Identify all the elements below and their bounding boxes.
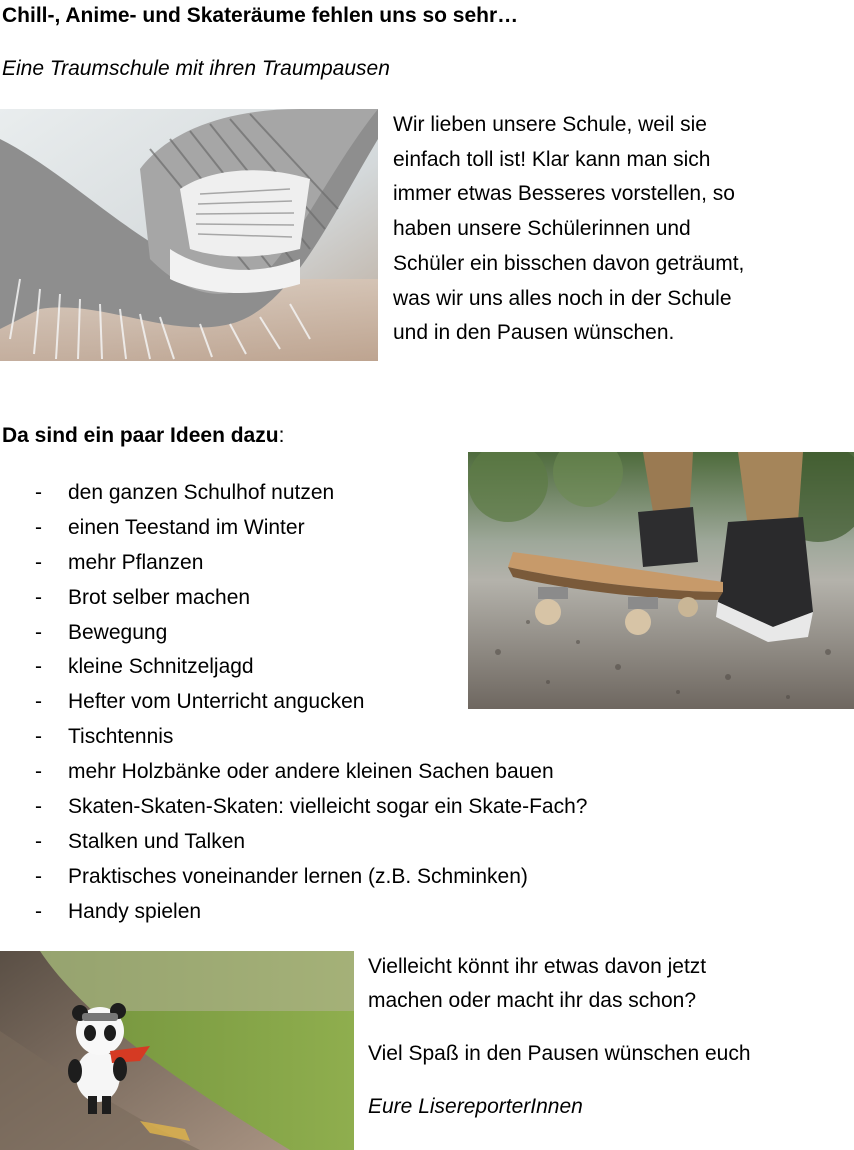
closing-line: machen oder macht ihr das schon? <box>368 989 697 1012</box>
list-item-text: Tischtennis <box>68 725 174 749</box>
intro-line: immer etwas Besseres vorstellen, so <box>393 182 735 206</box>
list-item-text: mehr Pflanzen <box>68 550 204 574</box>
signature: Eure LisereporterInnen <box>368 1095 583 1118</box>
list-item-text: Handy spielen <box>68 899 202 923</box>
intro-line: Schüler ein bisschen davon geträumt, <box>393 251 745 275</box>
list-marker: - <box>35 690 42 714</box>
list-marker: - <box>35 725 42 749</box>
skateboard-photo <box>468 452 854 709</box>
list-item-text: kleine Schnitzeljagd <box>68 655 254 679</box>
list-marker: - <box>35 550 42 574</box>
intro-line: einfach toll ist! Klar kann man sich <box>393 147 711 171</box>
list-marker: - <box>35 829 42 853</box>
list-item-text: Praktisches voneinander lernen (z.B. Schminken) <box>68 864 528 888</box>
list-item-text: Stalken und Talken <box>68 829 246 853</box>
list-marker: - <box>35 864 42 888</box>
intro-paragraph <box>393 108 848 351</box>
greeting: Viel Spaß in den Pausen wünschen euch <box>368 1042 751 1065</box>
hammock-photo <box>0 109 378 361</box>
list-item-text: Hefter vom Unterricht angucken <box>68 690 365 714</box>
page-title: Chill-, Anime- und Skateräume fehlen uns so sehr… <box>2 4 519 27</box>
closing-section <box>368 950 751 1124</box>
page-subtitle: Eine Traumschule mit ihren Traumpausen <box>2 57 390 80</box>
list-marker: - <box>35 620 42 644</box>
ideas-heading-text: Da sind ein paar Ideen dazu <box>2 424 279 447</box>
list-marker: - <box>35 899 42 923</box>
list-item-text: mehr Holzbänke oder andere kleinen Sachen bauen <box>68 760 554 784</box>
list-marker: - <box>35 760 42 784</box>
list-item-text: den ganzen Schulhof nutzen <box>68 481 335 504</box>
list-marker: - <box>35 585 42 609</box>
list-item-text: einen Teestand im Winter <box>68 515 305 539</box>
panda-figure-photo <box>0 951 354 1150</box>
closing-line: Vielleicht könnt ihr etwas davon jetzt <box>368 955 707 978</box>
intro-line: und in den Pausen wünschen. <box>393 321 675 345</box>
list-marker: - <box>35 795 42 819</box>
list-marker: - <box>35 655 42 679</box>
list-marker: - <box>35 515 42 539</box>
list-item-text: Brot selber machen <box>68 585 251 609</box>
list-item-text: Bewegung <box>68 620 168 644</box>
intro-line: was wir uns alles noch in der Schule <box>393 286 732 310</box>
intro-line: haben unsere Schülerinnen und <box>393 217 691 241</box>
list-item-text: Skaten-Skaten-Skaten: vielleicht sogar ein Skate-Fach? <box>68 795 588 819</box>
list-marker: - <box>35 481 42 504</box>
ideas-heading-colon: : <box>278 424 285 447</box>
ideas-heading <box>2 424 284 448</box>
intro-line: Wir lieben unsere Schule, weil sie <box>393 113 707 136</box>
